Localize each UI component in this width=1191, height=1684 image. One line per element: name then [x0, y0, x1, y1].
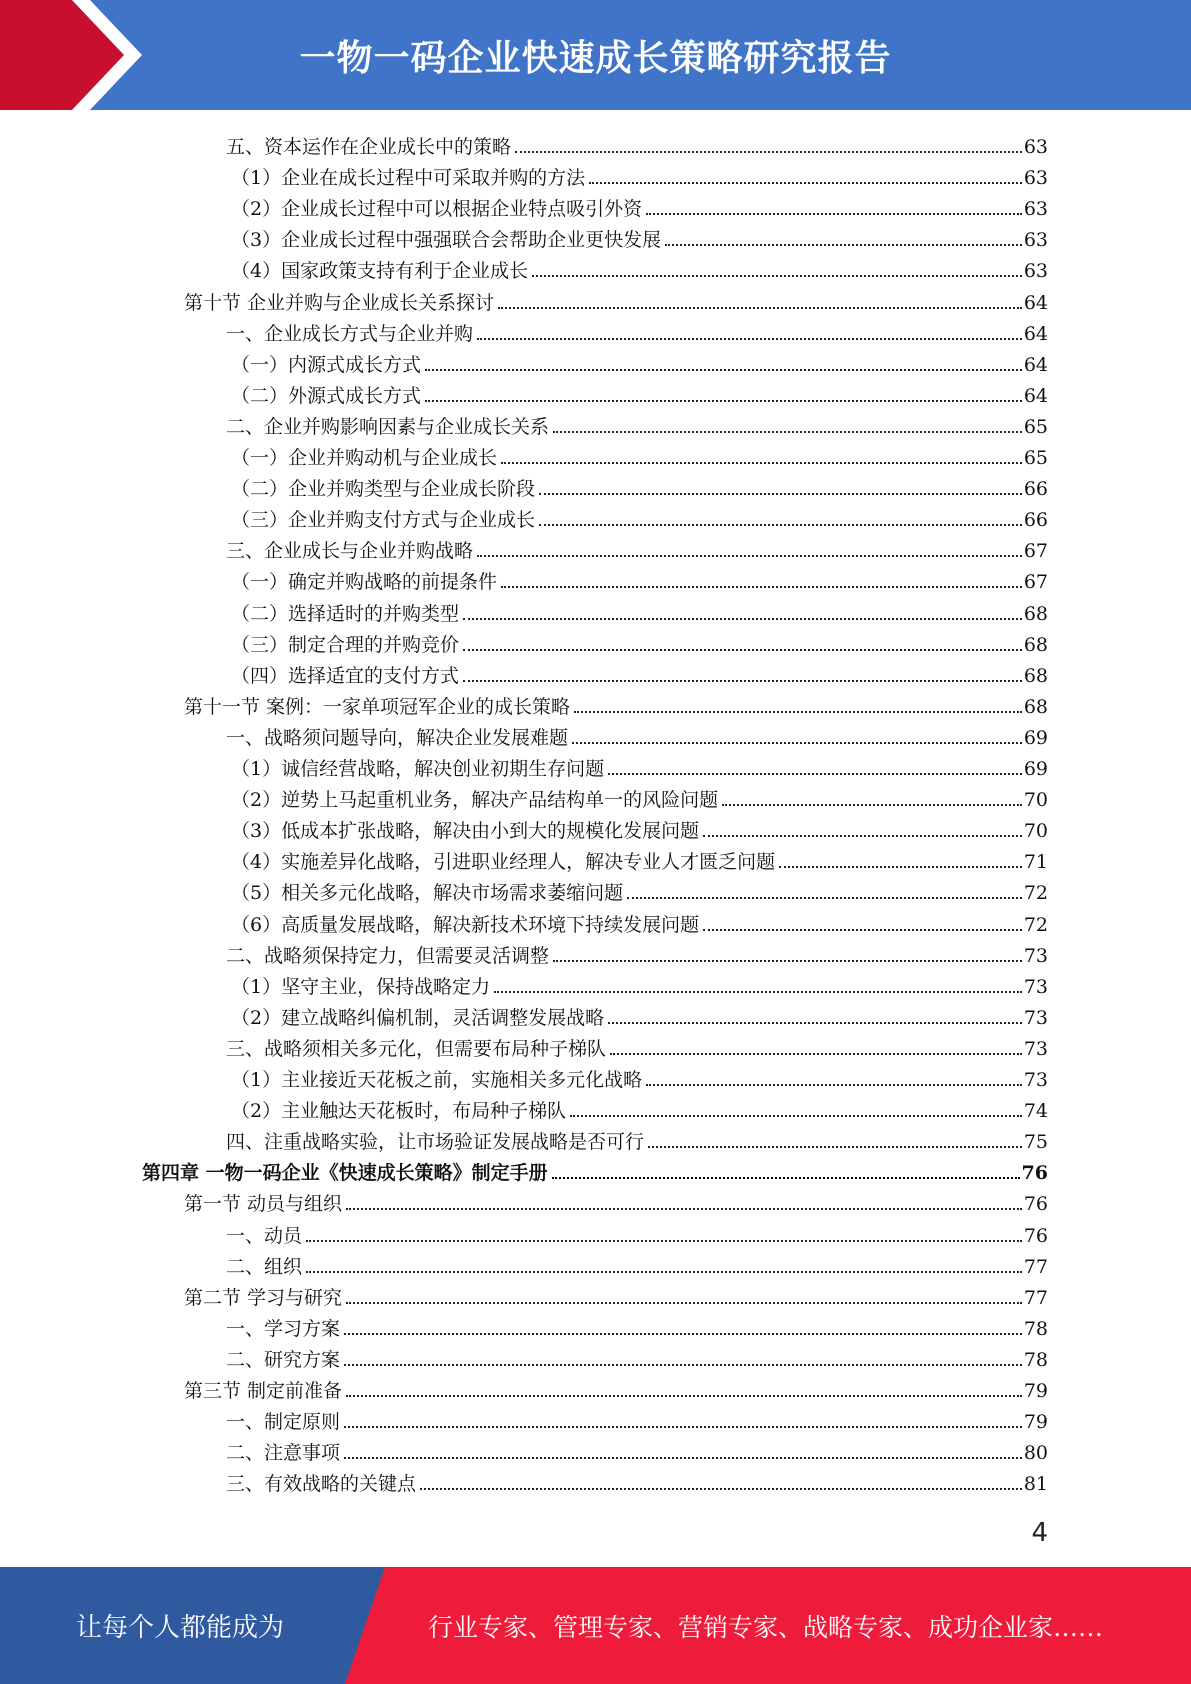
toc-entry[interactable] — [226, 315, 1048, 346]
toc-entry-page: 64 — [1023, 322, 1048, 345]
toc-entry-title: （1）诚信经营战略，解决创业初期生存问题 — [231, 758, 605, 780]
toc-entry[interactable] — [226, 532, 1048, 563]
toc-entry-title: 一、学习方案 — [226, 1317, 341, 1340]
toc-entry-title: 一、制定原则 — [226, 1411, 341, 1434]
toc-dot-leader — [515, 151, 1022, 153]
toc-entry[interactable] — [184, 1185, 1048, 1216]
toc-dot-leader — [553, 431, 1022, 433]
toc-dot-leader — [553, 960, 1022, 962]
toc-entry-page: 76 — [1023, 1224, 1048, 1247]
toc-entry-title: （二）企业并购类型与企业成长阶段 — [231, 478, 536, 501]
toc-entry-title: （四）选择适宜的支付方式 — [231, 664, 460, 687]
toc-entry-title: （二）选择适时的并购类型 — [231, 602, 460, 625]
toc-entry[interactable] — [226, 1310, 1048, 1341]
toc-dot-leader — [779, 866, 1022, 868]
toc-dot-leader — [344, 1426, 1022, 1428]
toc-dot-leader — [463, 680, 1022, 682]
toc-entry-title: 第一节 动员与组织 — [184, 1193, 343, 1216]
toc-entry-page: 63 — [1023, 198, 1048, 221]
toc-entry-title: 第十一节 案例：一家单项冠军企业的成长策略 — [184, 695, 571, 718]
toc-entry[interactable] — [226, 128, 1048, 159]
toc-dot-leader — [722, 804, 1022, 806]
toc-entry[interactable] — [231, 874, 1048, 905]
toc-entry[interactable] — [226, 1217, 1048, 1248]
toc-entry[interactable] — [226, 408, 1048, 439]
toc-entry[interactable] — [231, 190, 1048, 221]
toc-dot-leader — [703, 835, 1022, 837]
toc-dot-leader — [572, 742, 1022, 744]
toc-entry[interactable] — [231, 563, 1048, 594]
toc-entry-page: 81 — [1023, 1473, 1048, 1496]
toc-entry[interactable] — [231, 595, 1048, 626]
toc-dot-leader — [420, 1488, 1022, 1490]
toc-entry-page: 72 — [1023, 913, 1048, 936]
toc-entry-page: 65 — [1023, 447, 1048, 469]
toc-entry-title: （1）主业接近天花板之前，实施相关多元化战略 — [231, 1069, 643, 1091]
toc-entry[interactable] — [231, 968, 1048, 999]
toc-entry-title: （一）企业并购动机与企业成长 — [231, 447, 498, 469]
toc-entry-title: 一、企业成长方式与企业并购 — [226, 322, 474, 345]
toc-entry-title: （二）外源式成长方式 — [231, 384, 422, 407]
toc-entry-title: （2）企业成长过程中可以根据企业特点吸引外资 — [231, 198, 643, 221]
toc-entry[interactable] — [226, 1434, 1048, 1465]
toc-entry-title: （三）制定合理的并购竞价 — [231, 633, 460, 656]
toc-dot-leader — [346, 1208, 1022, 1210]
toc-entry-title: （6）高质量发展战略，解决新技术环境下持续发展问题 — [231, 913, 700, 936]
toc-entry[interactable] — [231, 906, 1048, 937]
toc-entry-title: 一、战略须问题导向，解决企业发展难题 — [226, 726, 569, 749]
toc-entry-page: 71 — [1023, 851, 1048, 874]
toc-entry-page: 64 — [1023, 291, 1048, 314]
toc-entry-title: （一）内源式成长方式 — [231, 353, 422, 376]
toc-dot-leader — [463, 649, 1022, 651]
toc-dot-leader — [344, 1457, 1022, 1459]
toc-entry-title: 二、企业并购影响因素与企业成长关系 — [226, 415, 550, 438]
toc-entry-title: （1）企业在成长过程中可采取并购的方法 — [231, 167, 586, 190]
toc-dot-leader — [306, 1240, 1022, 1242]
toc-entry[interactable] — [226, 1341, 1048, 1372]
toc-entry-page: 80 — [1023, 1442, 1048, 1465]
toc-dot-leader — [463, 618, 1022, 620]
toc-dot-leader — [501, 462, 1022, 464]
toc-entry-title: 二、注意事项 — [226, 1442, 341, 1465]
toc-entry-page: 68 — [1023, 664, 1048, 687]
toc-dot-leader — [477, 555, 1022, 557]
toc-dot-leader — [344, 1333, 1022, 1335]
toc-entry-title: 二、研究方案 — [226, 1348, 341, 1371]
toc-entry-title: 第三节 制定前准备 — [184, 1380, 343, 1402]
toc-entry[interactable] — [226, 1403, 1048, 1434]
toc-entry[interactable] — [226, 1030, 1048, 1061]
toc-entry-page: 66 — [1023, 478, 1048, 501]
toc-entry-page: 77 — [1023, 1255, 1048, 1278]
toc-dot-leader — [646, 1084, 1022, 1086]
toc-entry[interactable] — [231, 501, 1048, 532]
toc-entry-page: 78 — [1023, 1317, 1048, 1340]
toc-entry-title: 三、战略须相关多元化，但需要布局种子梯队 — [226, 1037, 607, 1060]
toc-entry-page: 65 — [1023, 415, 1048, 438]
toc-entry-page: 73 — [1023, 1006, 1048, 1029]
toc-dot-leader — [346, 1302, 1022, 1304]
toc-dot-leader — [608, 1022, 1022, 1024]
footer-slogan-right: 行业专家、管理专家、营销专家、战略专家、成功企业家…… — [427, 1612, 1103, 1642]
toc-entry-title: 第十节 企业并购与企业成长关系探讨 — [184, 291, 495, 314]
toc-entry[interactable] — [231, 1092, 1048, 1123]
toc-entry-page: 67 — [1023, 571, 1048, 594]
toc-entry-title: （三）企业并购支付方式与企业成长 — [231, 509, 536, 532]
toc-entry[interactable] — [226, 1248, 1048, 1279]
toc-dot-leader — [589, 182, 1022, 184]
toc-entry-title: 第二节 学习与研究 — [184, 1286, 343, 1309]
toc-entry-title: （2）逆势上马起重机业务，解决产品结构单一的风险问题 — [231, 789, 719, 812]
toc-entry[interactable] — [184, 284, 1048, 315]
toc-entry[interactable] — [184, 1372, 1048, 1403]
toc-dot-leader — [574, 711, 1022, 713]
toc-entry-page: 68 — [1023, 695, 1048, 718]
toc-dot-leader — [552, 1177, 1020, 1179]
toc-entry-page: 72 — [1023, 882, 1048, 905]
toc-entry-title: （5）相关多元化战略，解决市场需求萎缩问题 — [231, 882, 624, 905]
toc-entry-page: 63 — [1023, 167, 1048, 190]
chevron-banner-icon — [0, 0, 150, 110]
toc-entry[interactable] — [231, 252, 1048, 283]
toc-entry-title: （4）国家政策支持有利于企业成长 — [231, 260, 529, 283]
footer-slogan-left: 让每个人都能成为 — [75, 1613, 284, 1643]
toc-entry[interactable] — [231, 999, 1048, 1030]
toc-entry[interactable] — [231, 657, 1048, 688]
toc-dot-leader — [627, 897, 1022, 899]
toc-dot-leader — [648, 1146, 1022, 1148]
toc-entry[interactable] — [231, 159, 1048, 190]
toc-dot-leader — [477, 338, 1022, 340]
toc-entry-page: 73 — [1023, 975, 1048, 998]
toc-dot-leader — [610, 1053, 1022, 1055]
toc-entry-page: 73 — [1023, 944, 1048, 967]
toc-entry-page: 76 — [1023, 1193, 1048, 1216]
page-number: 4 — [1031, 1518, 1048, 1548]
toc-entry-title: （4）实施差异化战略，引进职业经理人，解决专业人才匮乏问题 — [231, 851, 776, 874]
toc-entry[interactable] — [231, 470, 1048, 501]
toc-entry-title: 二、组织 — [226, 1255, 303, 1278]
toc-entry[interactable] — [226, 1465, 1048, 1496]
toc-entry[interactable] — [231, 1061, 1048, 1092]
toc-entry[interactable] — [231, 781, 1048, 812]
toc-entry[interactable] — [231, 377, 1048, 408]
toc-entry-page: 66 — [1023, 509, 1048, 532]
toc-dot-leader — [425, 400, 1022, 402]
toc-dot-leader — [425, 369, 1022, 371]
toc-entry-title: （3）企业成长过程中强强联合会帮助企业更快发展 — [231, 229, 662, 252]
toc-entry[interactable] — [184, 688, 1048, 719]
toc-entry-page: 64 — [1023, 384, 1048, 407]
toc-entry[interactable] — [226, 1123, 1048, 1154]
toc-entry[interactable] — [231, 626, 1048, 657]
toc-entry-page: 64 — [1023, 353, 1048, 376]
toc-entry-page: 63 — [1023, 260, 1048, 283]
toc-entry-page: 69 — [1023, 726, 1048, 749]
toc-dot-leader — [346, 1395, 1022, 1397]
toc-entry[interactable] — [184, 1279, 1048, 1310]
toc-entry-page: 70 — [1023, 820, 1048, 843]
toc-entry-title: （3）低成本扩张战略，解决由小到大的规模化发展问题 — [231, 820, 700, 843]
toc-entry[interactable] — [231, 221, 1048, 252]
toc-entry-page: 73 — [1023, 1037, 1048, 1060]
toc-entry-page: 79 — [1023, 1380, 1048, 1402]
toc-entry-page: 69 — [1023, 758, 1048, 780]
toc-entry[interactable] — [142, 1154, 1048, 1185]
toc-dot-leader — [570, 1115, 1022, 1117]
report-title: 一物一码企业快速成长策略研究报告 — [299, 37, 892, 79]
toc-entry-page: 75 — [1023, 1131, 1048, 1154]
toc-entry-title: （2）主业触达天花板时，布局种子梯队 — [231, 1100, 567, 1123]
toc-entry-title: （一）确定并购战略的前提条件 — [231, 571, 498, 594]
toc-dot-leader — [703, 929, 1022, 931]
toc-entry-title: （2）建立战略纠偏机制，灵活调整发展战略 — [231, 1006, 605, 1029]
toc-dot-leader — [494, 991, 1022, 993]
toc-entry-page: 63 — [1023, 136, 1048, 158]
toc-entry-page: 76 — [1021, 1162, 1048, 1185]
toc-entry-title: 一、动员 — [226, 1224, 303, 1247]
toc-entry[interactable] — [226, 719, 1048, 750]
toc-entry-page: 77 — [1023, 1286, 1048, 1309]
toc-entry-title: 二、战略须保持定力，但需要灵活调整 — [226, 944, 550, 967]
toc-dot-leader — [501, 586, 1022, 588]
toc-entry[interactable] — [231, 812, 1048, 843]
page-header — [0, 0, 1191, 110]
toc-dot-leader — [306, 1271, 1022, 1273]
toc-dot-leader — [646, 213, 1022, 215]
toc-dot-leader — [498, 307, 1022, 309]
toc-entry[interactable] — [231, 346, 1048, 377]
toc-entry-title: （1）坚守主业，保持战略定力 — [231, 975, 491, 998]
toc-dot-leader — [532, 275, 1022, 277]
toc-entry-page: 63 — [1023, 229, 1048, 252]
page-footer — [0, 1567, 1191, 1684]
toc-entry-page: 78 — [1023, 1348, 1048, 1371]
toc-entry-title: 三、有效战略的关键点 — [226, 1473, 417, 1496]
toc-entry-title: 五、资本运作在企业成长中的策略 — [226, 136, 512, 158]
toc-entry-page: 68 — [1023, 633, 1048, 656]
toc-entry[interactable] — [231, 750, 1048, 781]
toc-entry-page: 73 — [1023, 1069, 1048, 1091]
toc-dot-leader — [608, 773, 1022, 775]
toc-entry-page: 70 — [1023, 789, 1048, 812]
toc-entry-page: 68 — [1023, 602, 1048, 625]
toc-dot-leader — [539, 493, 1022, 495]
toc-dot-leader — [539, 524, 1022, 526]
toc-entry-title: 第四章 一物一码企业《快速成长策略》制定手册 — [142, 1162, 548, 1185]
toc-dot-leader — [665, 244, 1022, 246]
toc-entry[interactable] — [231, 439, 1048, 470]
toc-entry[interactable] — [231, 843, 1048, 874]
toc-entry-title: 四、注重战略实验，让市场验证发展战略是否可行 — [226, 1131, 645, 1154]
toc-entry[interactable] — [226, 937, 1048, 968]
toc-entry-page: 74 — [1023, 1100, 1048, 1123]
toc-entry-page: 67 — [1023, 540, 1048, 563]
toc-entry-title: 三、企业成长与企业并购战略 — [226, 540, 474, 563]
toc-dot-leader — [344, 1364, 1022, 1366]
toc-entry-page: 79 — [1023, 1411, 1048, 1434]
